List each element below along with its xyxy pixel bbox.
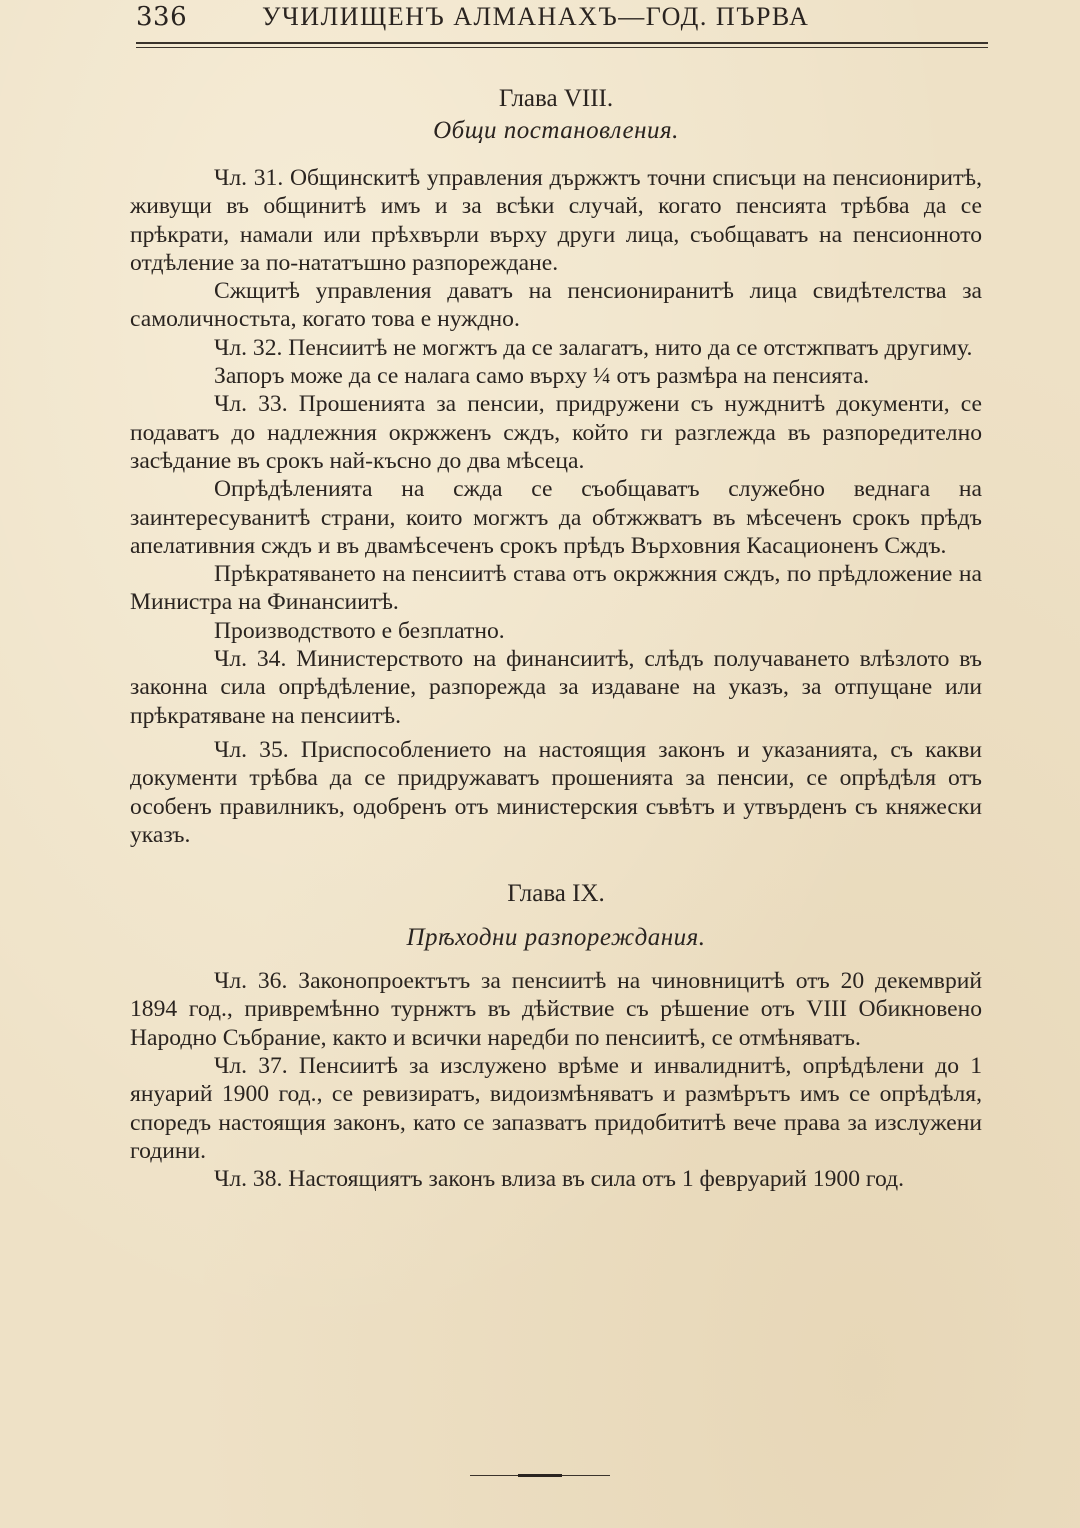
- article-34-paragraph: Чл. 34. Министерството на финансиитѣ, слѣдъ получаването влѣзлото въ законна сила опрѣдѣление, разпорежда за издаване на указъ, за отпущане или прѣкратяване на пенсиитѣ.: [130, 646, 982, 729]
- chapter-8-title: Глава VIII.: [498, 85, 614, 112]
- article-36-paragraph: Чл. 36. Законопроектътъ за пенсиитѣ на чиновницитѣ отъ 20 декемврий 1894 год., привремѣнно турнжтъ въ дѣйствие съ рѣшение отъ VIII Обикновено Народно Събрание, както и всички наредби по пенсиитѣ, се отмѣняватъ.: [130, 968, 982, 1051]
- article-33-paragraph-4: Производството е безплатно.: [214, 617, 505, 644]
- article-37-paragraph: Чл. 37. Пенсиитѣ за изслужено врѣме и инвалиднитѣ, опрѣдѣлени до 1 януарий 1900 год., се ревизиратъ, видоизмѣняватъ и размѣрътъ имъ се опрѣдѣля, споредъ настоящия законъ, като се запазватъ придобититѣ вече права за изслужени години.: [130, 1053, 982, 1164]
- page-body: [130, 84, 982, 1194]
- article-35-paragraph: Чл. 35. Приспособлението на настоящия законъ и указанията, съ какви документи трѣбва да се придружаватъ прошенията за пенсии, се опрѣдѣля отъ особенъ правилникъ, одобренъ отъ министерския съвѣтъ и утвърденъ съ княжески указъ.: [130, 736, 982, 848]
- header-divider: [136, 42, 988, 48]
- end-ornament-rule: [470, 1474, 610, 1477]
- article-33-paragraph-2: Опрѣдѣленията на сжда се съобщаватъ служебно веднага на заинтересуванитѣ страни, които могжтъ да обтжжватъ въ мѣсеченъ срокъ прѣдъ апелативния сждъ и въ двамѣсеченъ срокъ прѣдъ Върховния Касационенъ Сждъ.: [130, 476, 982, 559]
- article-38-paragraph: Чл. 38. Настоящиятъ законъ влиза въ сила отъ 1 февруарий 1900 год.: [214, 1166, 905, 1193]
- chapter-9-title: Глава IX.: [507, 880, 605, 908]
- article-33-paragraph-3: Прѣкратяването на пенсиитѣ става отъ окржжния сждъ, по прѣдложение на Министра на Финансиитѣ.: [130, 561, 982, 616]
- page-number: 336: [136, 2, 188, 32]
- article-31-paragraph: Чл. 31. Общинскитѣ управления държжтъ точни списъци на пенсиониритѣ, живущи въ общинитѣ имъ и за всѣки случай, когато пенсията трѣбва да се прѣкрати, намали или прѣхвърли върху други лица, съобщаватъ на пенсионното отдѣление за по-нататъшно разпореждане.: [130, 165, 982, 276]
- end-rule-thick-line: [518, 1474, 562, 1477]
- chapter-8-subtitle: Общи постановления.: [433, 117, 679, 144]
- article-32-paragraph: Чл. 32. Пенсиитѣ не могжтъ да се залагатъ, нито да се отстжпватъ другиму.: [214, 334, 973, 361]
- page-header: [136, 0, 988, 44]
- article-33-paragraph: Чл. 33. Прошенията за пенсии, придружени съ нужднитѣ документи, се подаватъ до надлежния окржженъ сждъ, който ги разглежда въ разпоредително засѣдание въ срокъ най-късно до два мѣсеца.: [130, 391, 982, 474]
- chapter-9-subtitle: Прѣходни разпореждания.: [406, 924, 706, 952]
- article-31-paragraph-2: Сжщитѣ управления даватъ на пенсиониранитѣ лица свидѣтелства за самоличностьта, когато това е нуждно.: [130, 278, 982, 333]
- article-32-paragraph-2: Запоръ може да се налага само върху ¼ отъ размѣра на пенсията.: [214, 363, 870, 390]
- running-title: УЧИЛИЩЕНЪ АЛМАНАХЪ—ГОД. ПЪРВА: [262, 2, 810, 31]
